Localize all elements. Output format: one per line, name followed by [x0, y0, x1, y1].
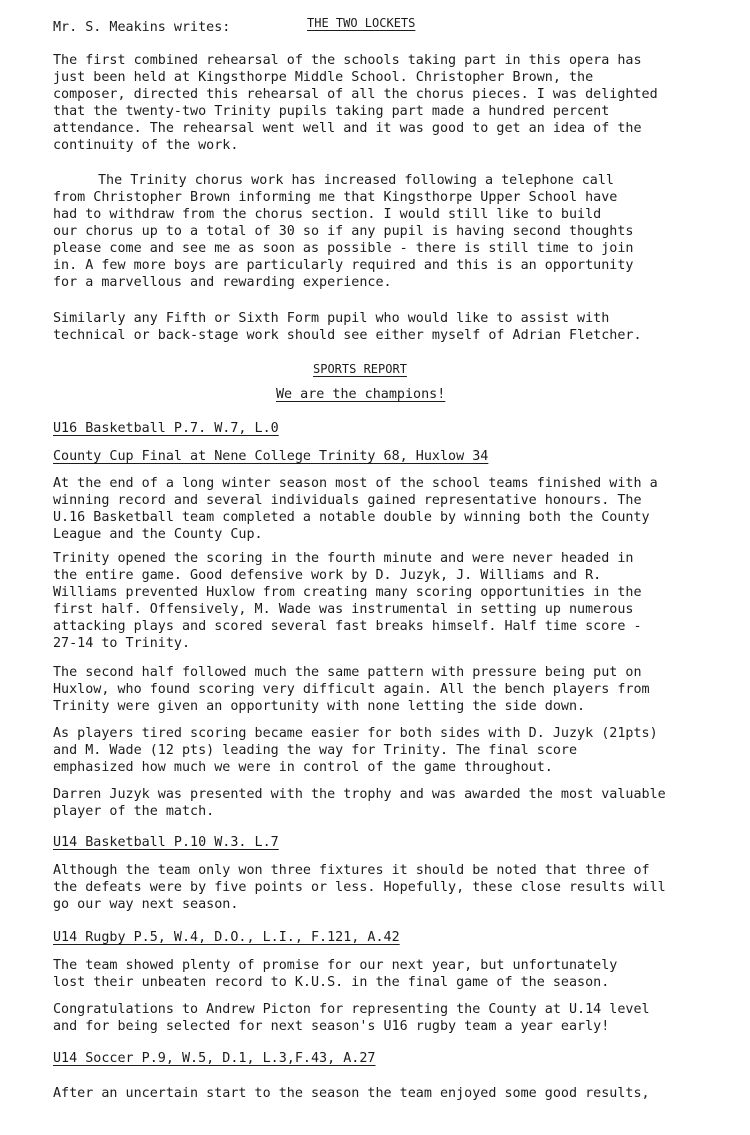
text-line: that the twenty-two Trinity pupils taking part made a hundred percent: [53, 104, 610, 119]
text-line: After an uncertain start to the season the team enjoyed some good results,: [53, 1086, 650, 1101]
article-title: THE TWO LOCKETS: [307, 16, 416, 30]
text-line: continuity of the work.: [53, 138, 239, 153]
text-line: 27-14 to Trinity.: [53, 636, 191, 651]
text-line: Although the team only won three fixtures it should be noted that three of: [53, 863, 650, 878]
u14-soccer-heading: U14 Soccer P.9, W.5, D.1, L.3,F.43, A.27: [53, 1051, 376, 1066]
text-line: technical or back-stage work should see either myself of Adrian Fletcher.: [53, 328, 642, 343]
text-line: Williams prevented Huxlow from creating many scoring opportunities in the: [53, 585, 642, 600]
text-line: the entire game. Good defensive work by D. Juzyk, J. Williams and R.: [53, 568, 602, 583]
text-line: and for being selected for next season's U16 rugby team a year early!: [53, 1019, 610, 1034]
text-line: Darren Juzyk was presented with the trophy and was awarded the most valuable: [53, 787, 666, 802]
text-line: emphasized how much we were in control of the game throughout.: [53, 760, 553, 775]
text-line: composer, directed this rehearsal of all the chorus pieces. I was delighted: [53, 87, 658, 102]
u14-basketball-heading: U14 Basketball P.10 W.3. L.7: [53, 835, 279, 850]
text-line: just been held at Kingsthorpe Middle School. Christopher Brown, the: [53, 70, 594, 85]
text-line: Huxlow, who found scoring very difficult again. All the bench players from: [53, 682, 650, 697]
text-line: Trinity were given an opportunity with none letting the side down.: [53, 699, 586, 714]
text-line: and M. Wade (12 pts) leading the way for Trinity. The final score: [53, 743, 578, 758]
text-line: Congratulations to Andrew Picton for representing the County at U.14 level: [53, 1002, 650, 1017]
text-line: U.16 Basketball team completed a notable double by winning both the County: [53, 510, 650, 525]
text-line: had to withdraw from the chorus section. I would still like to build: [53, 207, 602, 222]
text-line: attacking plays and scored several fast breaks himself. Half time score -: [53, 619, 642, 634]
text-line: The second half followed much the same pattern with pressure being put on: [53, 665, 642, 680]
text-line: attendance. The rehearsal went well and it was good to get an idea of the: [53, 121, 642, 136]
sports-report-subtitle: We are the champions!: [276, 387, 446, 402]
u16-basketball-heading: U16 Basketball P.7. W.7, L.0: [53, 421, 279, 436]
text-line: winning record and several individuals gained representative honours. The: [53, 493, 642, 508]
sports-report-title: SPORTS REPORT: [313, 362, 407, 376]
text-line: in. A few more boys are particularly required and this is an opportunity: [53, 258, 634, 273]
text-line: The Trinity chorus work has increased following a telephone call: [98, 173, 614, 188]
text-line: League and the County Cup.: [53, 527, 263, 542]
text-line: from Christopher Brown informing me that Kingsthorpe Upper School have: [53, 190, 618, 205]
text-line: The first combined rehearsal of the schools taking part in this opera has: [53, 53, 642, 68]
u14-rugby-heading: U14 Rugby P.5, W.4, D.O., L.I., F.121, A.42: [53, 930, 400, 945]
text-line: The team showed plenty of promise for our next year, but unfortunately: [53, 958, 618, 973]
text-line: first half. Offensively, M. Wade was instrumental in setting up numerous: [53, 602, 634, 617]
county-cup-heading: County Cup Final at Nene College Trinity 68, Huxlow 34: [53, 449, 489, 464]
text-line: Similarly any Fifth or Sixth Form pupil who would like to assist with: [53, 311, 610, 326]
text-line: As players tired scoring became easier for both sides with D. Juzyk (21pts): [53, 726, 658, 741]
text-line: player of the match.: [53, 804, 215, 819]
text-line: lost their unbeaten record to K.U.S. in the final game of the season.: [53, 975, 610, 990]
text-line: Trinity opened the scoring in the fourth minute and were never headed in: [53, 551, 634, 566]
text-line: for a marvellous and rewarding experience.: [53, 275, 392, 290]
byline: Mr. S. Meakins writes:: [53, 20, 231, 35]
text-line: go our way next season.: [53, 897, 239, 912]
text-line: please come and see me as soon as possible - there is still time to join: [53, 241, 634, 256]
text-line: our chorus up to a total of 30 so if any pupil is having second thoughts: [53, 224, 634, 239]
text-line: the defeats were by five points or less. Hopefully, these close results will: [53, 880, 666, 895]
text-line: At the end of a long winter season most of the school teams finished with a: [53, 476, 658, 491]
